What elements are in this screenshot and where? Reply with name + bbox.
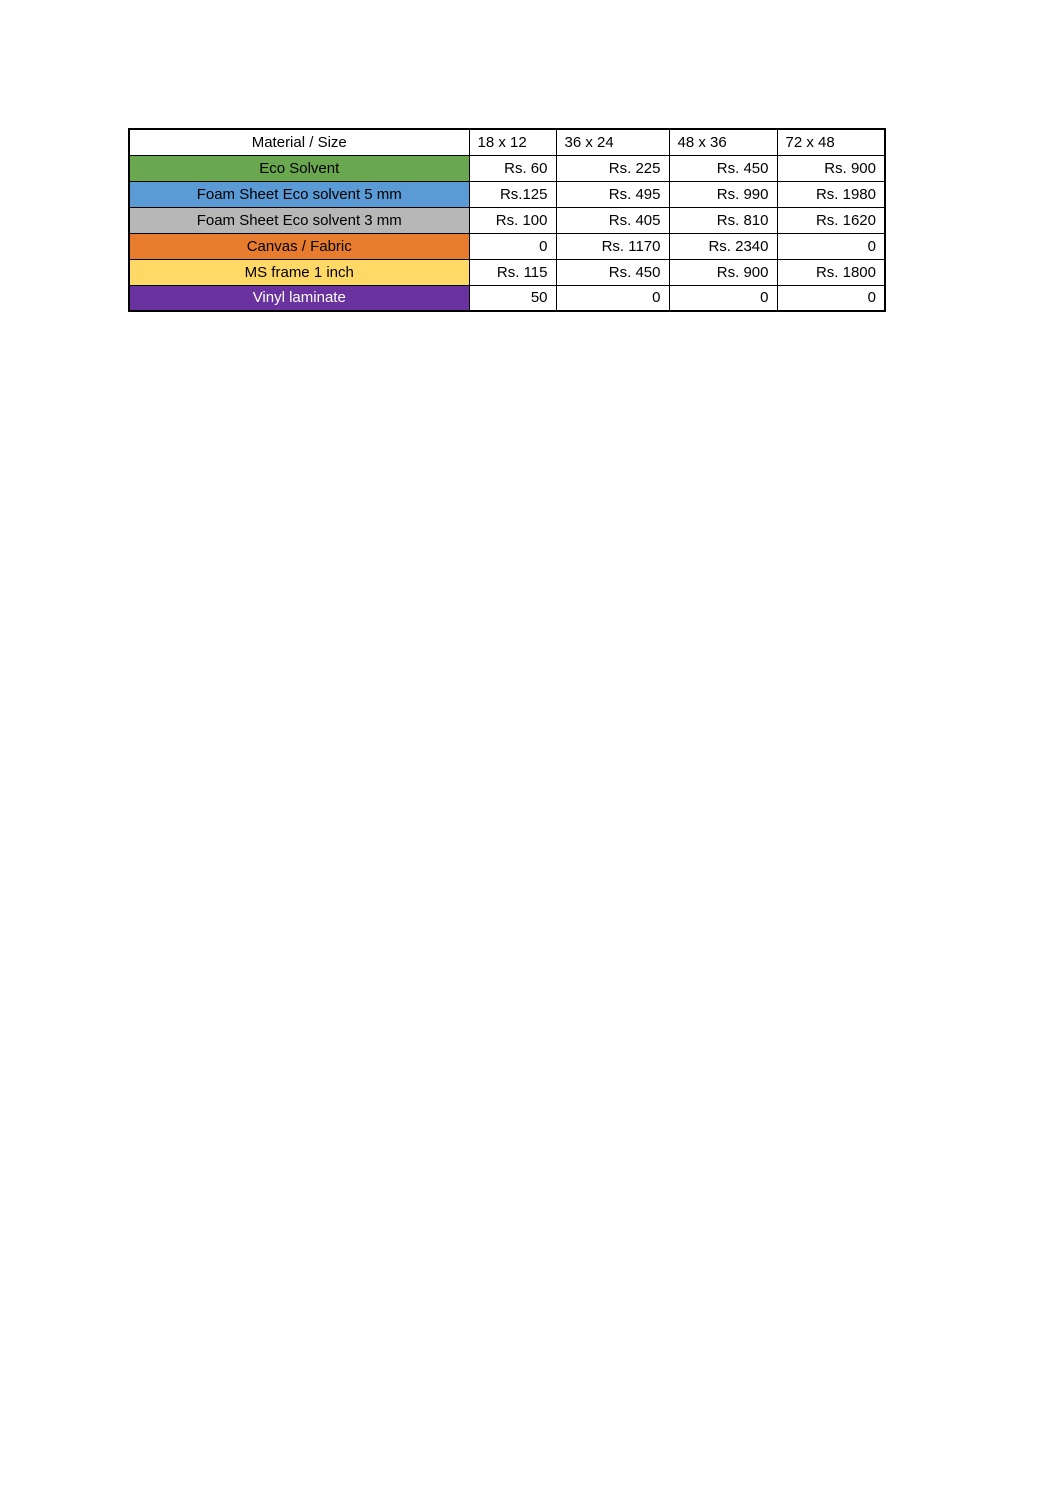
material-label-cell: Eco Solvent [129,155,469,181]
price-cell: Rs. 1620 [777,207,885,233]
size-header-cell: 18 x 12 [469,129,556,155]
price-cell: Rs. 450 [556,259,669,285]
size-header-cell: 36 x 24 [556,129,669,155]
price-cell: 50 [469,285,556,311]
material-label-cell: MS frame 1 inch [129,259,469,285]
price-cell: Rs. 60 [469,155,556,181]
price-table-body [129,155,885,311]
table-row [129,259,885,285]
price-table [128,128,886,312]
size-header-cell: 72 x 48 [777,129,885,155]
price-cell: Rs. 1980 [777,181,885,207]
table-row [129,155,885,181]
material-label-cell: Foam Sheet Eco solvent 3 mm [129,207,469,233]
table-row [129,285,885,311]
material-label-cell: Vinyl laminate [129,285,469,311]
price-cell: Rs. 810 [669,207,777,233]
table-row [129,233,885,259]
material-label-cell: Canvas / Fabric [129,233,469,259]
price-cell: Rs. 225 [556,155,669,181]
price-cell: Rs. 405 [556,207,669,233]
price-cell: Rs. 495 [556,181,669,207]
material-label-cell: Foam Sheet Eco solvent 5 mm [129,181,469,207]
price-cell: Rs. 100 [469,207,556,233]
price-cell: Rs. 2340 [669,233,777,259]
table-row [129,181,885,207]
price-cell: Rs. 1170 [556,233,669,259]
price-cell: Rs. 990 [669,181,777,207]
header-material-size: Material / Size [129,129,469,155]
price-cell: Rs. 900 [669,259,777,285]
price-cell: 0 [777,285,885,311]
price-cell: 0 [469,233,556,259]
price-cell: Rs. 900 [777,155,885,181]
price-cell: Rs. 115 [469,259,556,285]
table-row [129,207,885,233]
size-header-cell: 48 x 36 [669,129,777,155]
header-row [129,129,885,155]
price-cell: Rs.125 [469,181,556,207]
price-cell: Rs. 1800 [777,259,885,285]
price-cell: 0 [556,285,669,311]
price-cell: 0 [669,285,777,311]
price-cell: Rs. 450 [669,155,777,181]
price-cell: 0 [777,233,885,259]
